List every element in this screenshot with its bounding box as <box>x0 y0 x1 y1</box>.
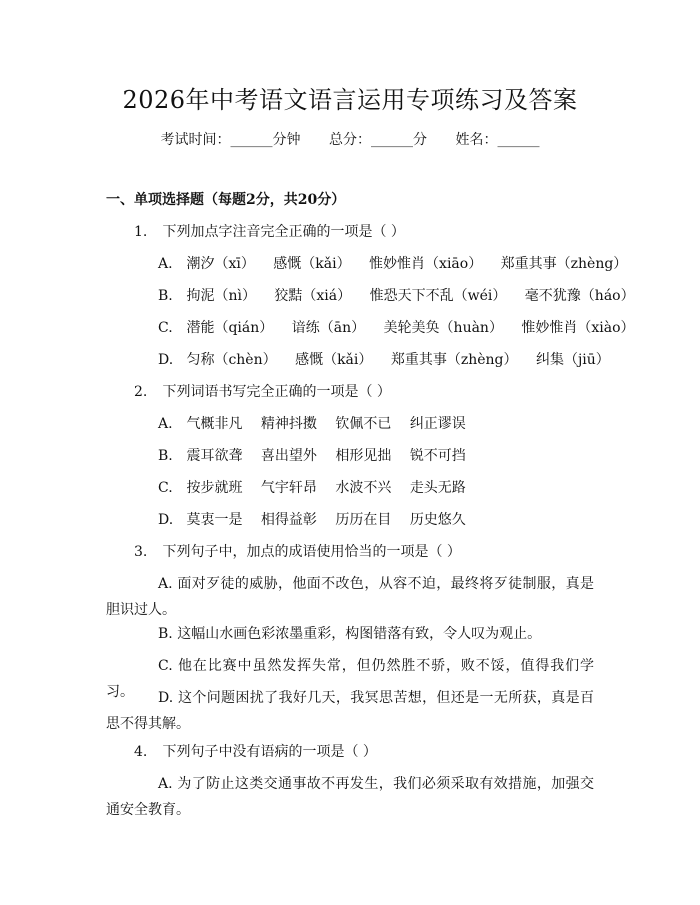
total-score-field: 总分：______分 <box>329 132 427 148</box>
option-item: 毫不犹豫（háo） <box>524 288 635 304</box>
option-item: 美轮美奂（huàn） <box>383 320 503 336</box>
page-title: 2026年中考语文语言运用专项练习及答案 <box>122 86 578 114</box>
exam-time-field: 考试时间：______分钟 <box>160 132 301 148</box>
option-item: 钦佩不已 <box>335 416 392 432</box>
option-label: C. <box>158 320 173 336</box>
option-item: 精神抖擞 <box>260 416 317 432</box>
option-item: 震耳欲聋 <box>186 448 243 464</box>
q2-option-d <box>158 510 480 530</box>
option-item: 潮汐（xī） <box>186 256 255 272</box>
option-item: 感慨（kǎi） <box>295 352 373 368</box>
option-item: 郑重其事（zhèng） <box>500 256 628 272</box>
q4-option-a: A. 为了防止这类交通事故不再发生，我们必须采取有效措施，加强交通安全教育。 <box>106 776 594 818</box>
section-heading: 一、单项选择题（每题2分，共20分） <box>106 192 346 208</box>
q1-option-a <box>158 254 641 274</box>
q1-option-c <box>158 318 649 338</box>
option-item: 锐不可挡 <box>409 448 466 464</box>
q3-option-c: C. 他在比赛中虽然发挥失常，但仍然胜不骄，败不馁，值得我们学习。 <box>106 658 594 700</box>
option-label: A. <box>158 256 173 272</box>
option-label: B. <box>158 448 173 464</box>
name-field: 姓名：______ <box>455 132 540 148</box>
option-label: D. <box>158 512 174 528</box>
q3-option-b: B. 这幅山水画色彩浓墨重彩，构图错落有致，令人叹为观止。 <box>158 626 542 642</box>
option-item: 纠集（jiū） <box>535 352 610 368</box>
option-item: 纠正谬误 <box>409 416 466 432</box>
option-item: 莫衷一是 <box>186 512 243 528</box>
q2-option-a <box>158 414 480 434</box>
option-item: 谙练（ān） <box>291 320 366 336</box>
question-2 <box>134 382 391 402</box>
option-item: 感慨（kǎi） <box>273 256 351 272</box>
q1-option-b <box>158 286 649 306</box>
question-stem: 下列加点字注音完全正确的一项是（ ） <box>162 224 405 240</box>
option-label: C. <box>158 480 173 496</box>
question-stem: 下列词语书写完全正确的一项是（ ） <box>162 384 391 400</box>
option-item: 惟妙惟肖（xiào） <box>521 320 635 336</box>
question-1 <box>134 222 405 242</box>
q3-option-a: A. 面对歹徒的威胁，他面不改色，从容不迫，最终将歹徒制服，真是胆识过人。 <box>106 576 594 618</box>
option-label: D. <box>158 352 174 368</box>
option-item: 喜出望外 <box>260 448 317 464</box>
option-label: A. <box>158 416 173 432</box>
question-number: 1. <box>134 224 148 240</box>
option-item: 历历在目 <box>335 512 392 528</box>
option-item: 水波不兴 <box>335 480 392 496</box>
option-item: 按步就班 <box>186 480 243 496</box>
question-number: 2. <box>134 384 148 400</box>
option-item: 走头无路 <box>409 480 466 496</box>
option-label: B. <box>158 288 173 304</box>
question-number: 3. <box>134 544 148 560</box>
option-item: 狡黠（xiá） <box>274 288 352 304</box>
option-item: 气概非凡 <box>186 416 243 432</box>
option-item: 相形见拙 <box>335 448 392 464</box>
q3-option-d: D. 这个问题困扰了我好几天，我冥思苦想，但还是一无所获，真是百思不得其解。 <box>106 690 594 732</box>
option-item: 匀称（chèn） <box>186 352 277 368</box>
option-item: 惟恐天下不乱（wéi） <box>369 288 507 304</box>
option-item: 相得益彰 <box>260 512 317 528</box>
exam-meta <box>0 130 700 150</box>
q2-option-c <box>158 478 480 498</box>
q2-option-b <box>158 446 480 466</box>
question-3 <box>134 542 461 562</box>
option-item: 拘泥（nì） <box>186 288 256 304</box>
question-stem: 下列句子中没有语病的一项是（ ） <box>162 744 377 760</box>
option-item: 历史悠久 <box>409 512 466 528</box>
question-stem: 下列句子中，加点的成语使用恰当的一项是（ ） <box>162 544 461 560</box>
option-item: 潜能（qián） <box>186 320 274 336</box>
question-number: 4. <box>134 744 148 760</box>
option-item: 气宇轩昂 <box>260 480 317 496</box>
option-item: 惟妙惟肖（xiāo） <box>369 256 483 272</box>
question-4 <box>134 742 377 762</box>
q1-option-d <box>158 350 624 370</box>
option-item: 郑重其事（zhèng） <box>390 352 518 368</box>
